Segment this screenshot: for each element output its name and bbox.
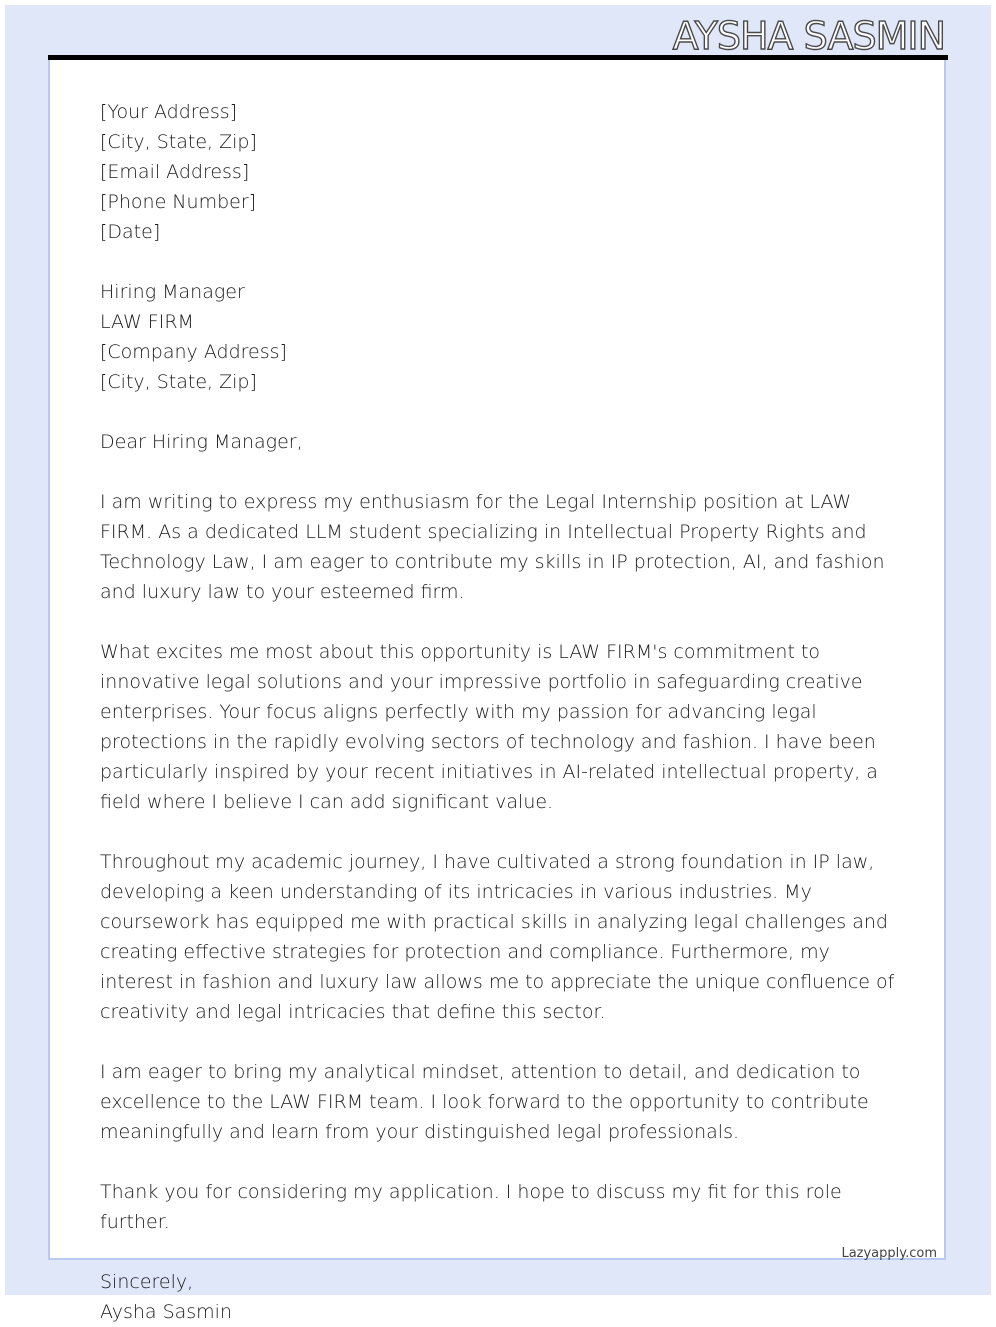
letter-date: [Date] xyxy=(100,221,161,243)
salutation: Dear Hiring Manager, xyxy=(100,431,303,453)
signature-name: Aysha Sasmin xyxy=(100,1301,233,1323)
sender-address: [Your Address] xyxy=(100,101,238,123)
recipient-company: LAW FIRM xyxy=(100,311,194,333)
body-paragraph: Throughout my academic journey, I have cultivated a strong foundation in IP law, developing a keen understanding of its intricacies in various industries. My coursework has equipped me with practical skills in analyzing legal challenges and creating effective strategies for protection and compliance. Furthermore, my interest in fashion and luxury law allows me to appreciate the unique confluence of creativity and legal intricacies that define this sector. xyxy=(100,851,895,1023)
cover-letter-body xyxy=(100,97,900,1327)
sender-city-state-zip: [City, State, Zip] xyxy=(100,131,257,153)
body-paragraph: Thank you for considering my application. I hope to discuss my fit for this role further. xyxy=(100,1181,842,1233)
header-name: AYSHA SASMIN xyxy=(672,14,945,58)
recipient-title: Hiring Manager xyxy=(100,281,245,303)
body-paragraph: What excites me most about this opportunity is LAW FIRM's commitment to innovative legal solutions and your impressive portfolio in safeguarding creative enterprises. Your focus aligns perfectly with my passion for advancing legal protections in the rapidly evolving sectors of technology and fashion. I have been particularly inspired by your recent initiatives in AI-related intellectual property, a field where I believe I can add significant value. xyxy=(100,641,878,813)
sender-phone: [Phone Number] xyxy=(100,191,257,213)
recipient-company-address: [Company Address] xyxy=(100,341,287,363)
closing: Sincerely, xyxy=(100,1271,194,1293)
body-paragraph: I am writing to express my enthusiasm for the Legal Internship position at LAW FIRM. As a dedicated LLM student specializing in Intellectual Property Rights and Technology Law, I am eager to contribute my skills in IP protection, AI, and fashion and luxury law to your esteemed firm. xyxy=(100,491,885,603)
body-paragraph: I am eager to bring my analytical mindset, attention to detail, and dedication to excellence to the LAW FIRM team. I look forward to the opportunity to contribute meaningfully and learn from your distinguished legal professionals. xyxy=(100,1061,869,1143)
recipient-city-state-zip: [City, State, Zip] xyxy=(100,371,257,393)
watermark: Lazyapply.com xyxy=(841,1246,937,1261)
sender-email: [Email Address] xyxy=(100,161,250,183)
recipient-block xyxy=(100,277,900,397)
sender-block xyxy=(100,97,900,247)
